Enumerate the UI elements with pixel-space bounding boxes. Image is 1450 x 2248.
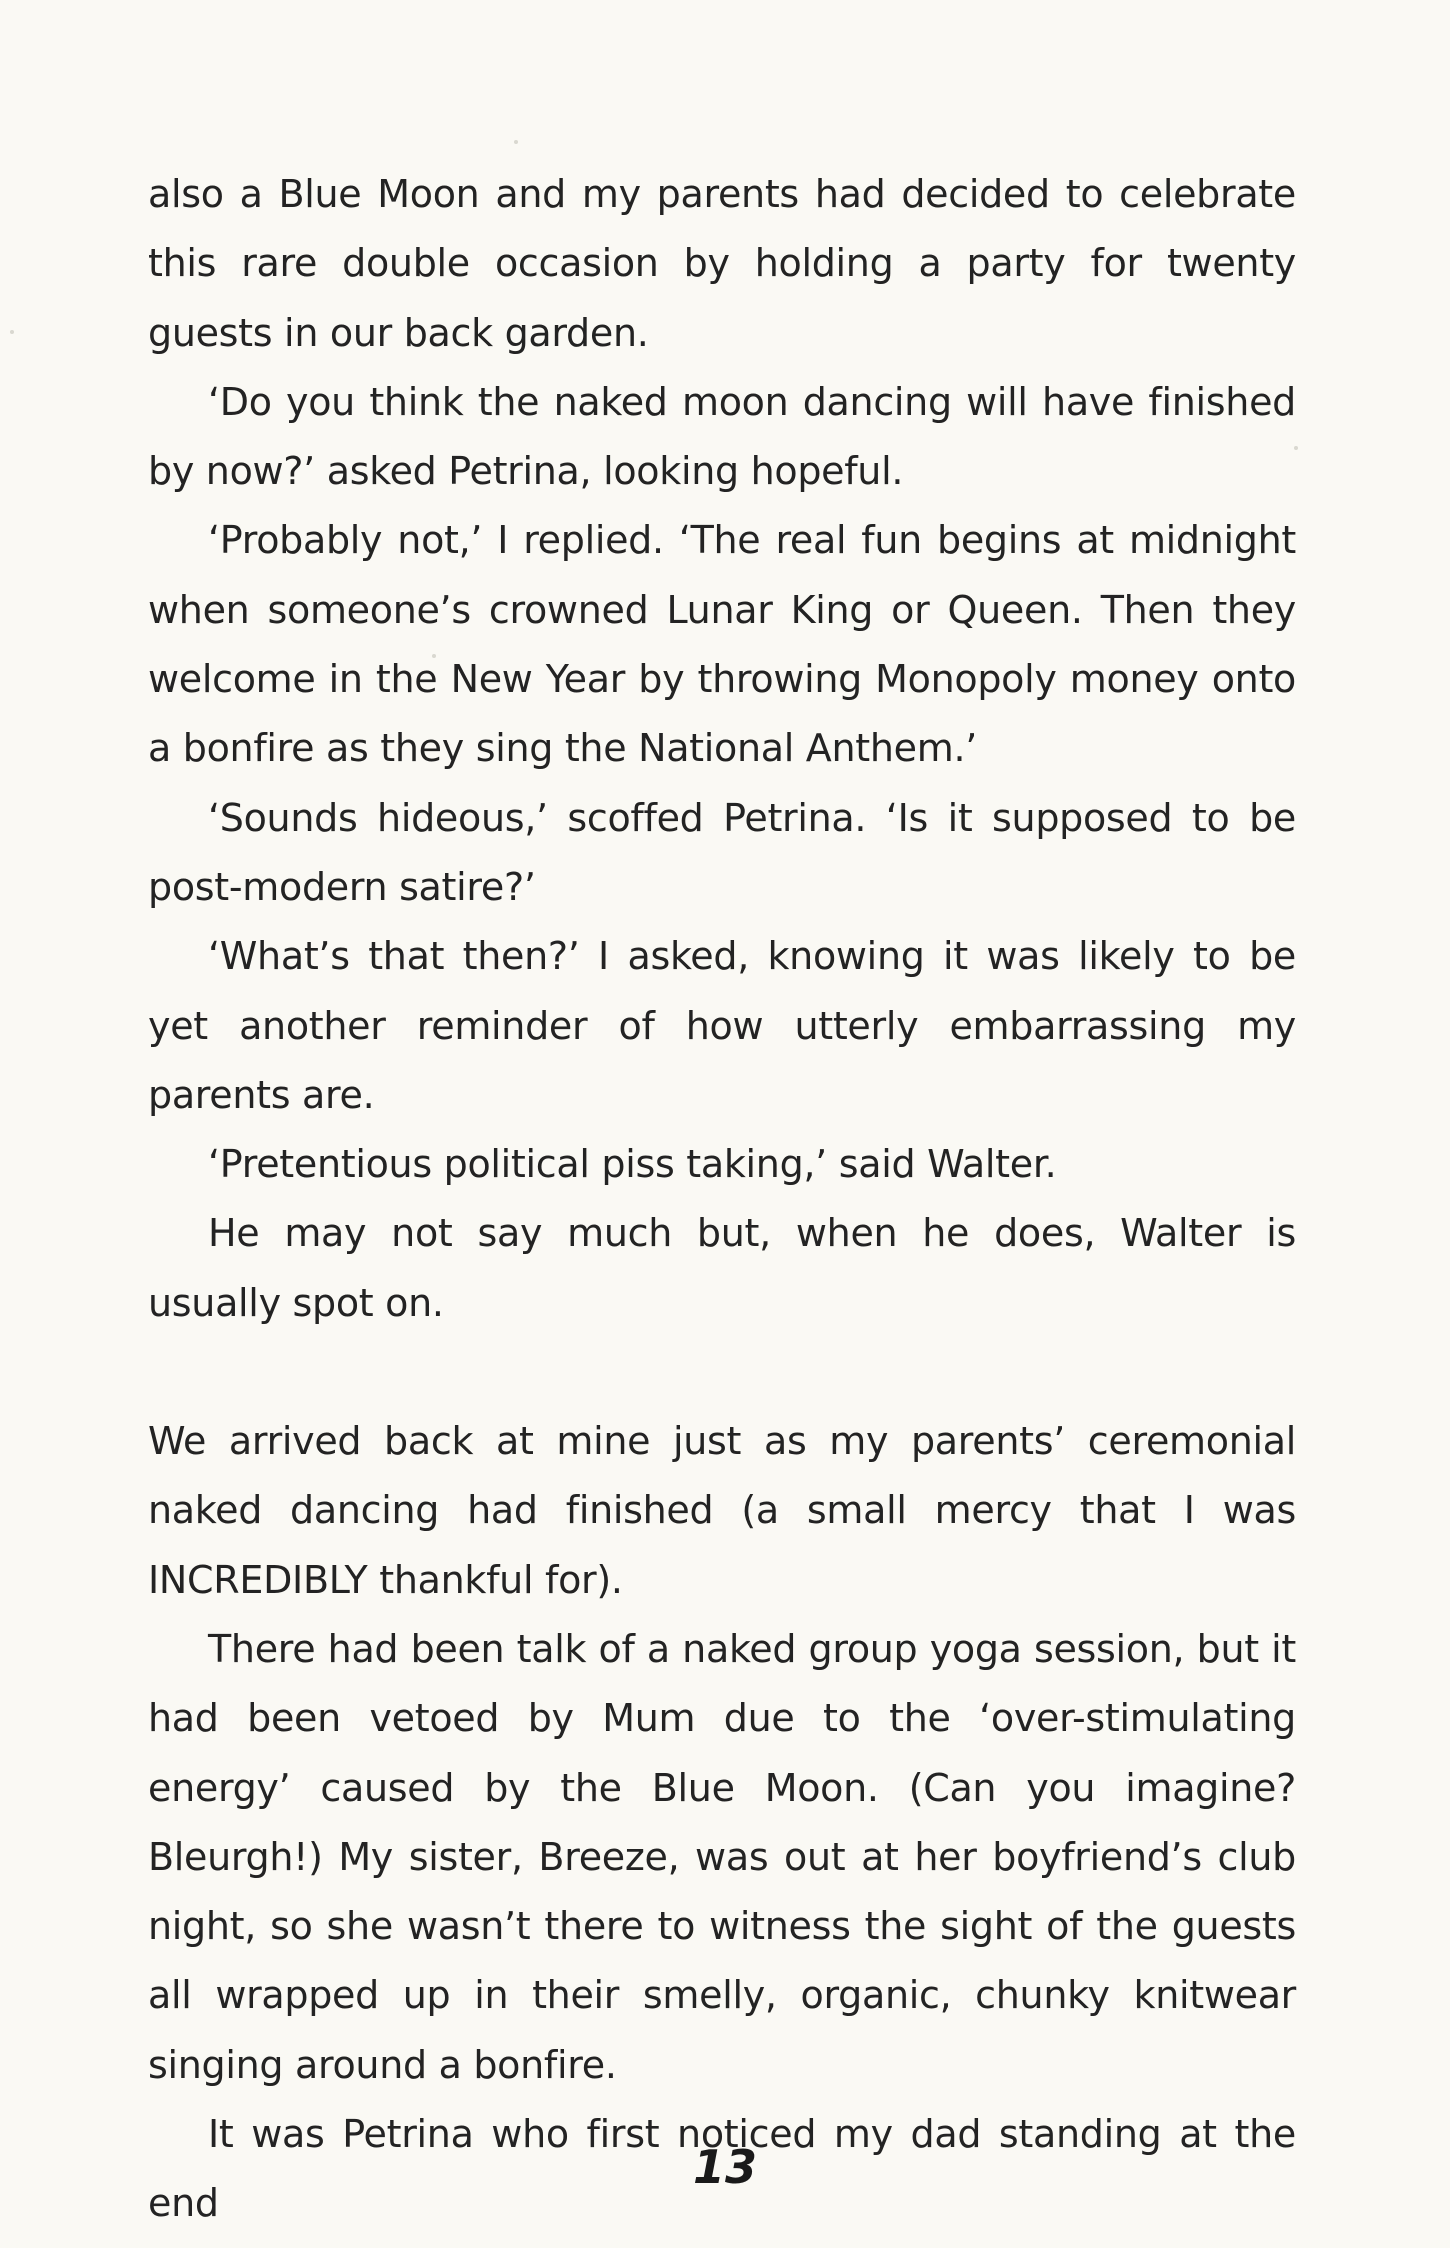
body-text [148,160,1296,2239]
page-number: 13 [692,2140,757,2194]
paragraph: He may not say much but, when he does, Walter is usually spot on. [148,1211,1296,1325]
paragraph: ‘Pretentious political piss taking,’ said Walter. [208,1142,1057,1187]
paper-speck [514,140,518,144]
paragraph: It was Petrina who first noticed my dad standing at the end [148,2112,1296,2226]
paper-speck [10,330,14,334]
paragraph: ‘What’s that then?’ I asked, knowing it was likely to be yet another reminder of how utterly embarrassing my parents are. [148,934,1296,1117]
paragraph: ‘Probably not,’ I replied. ‘The real fun begins at midnight when someone’s crowned Lunar King or Queen. Then they welcome in the New Year by throwing Monopoly money onto a bonfire as they sing the National Anthem.’ [148,518,1296,771]
paragraph: ‘Sounds hideous,’ scoffed Petrina. ‘Is it supposed to be post-modern satire?’ [148,795,1296,909]
paragraph: also a Blue Moon and my parents had decided to celebrate this rare double occasion by holding a party for twenty guests in our back garden. [148,172,1296,355]
paragraph: We arrived back at mine just as my parents’ ceremonial naked dancing had finished (a small mercy that I was INCREDIBLY thankful for). [148,1419,1296,1602]
section-break [148,1338,1296,1407]
paragraph: ‘Do you think the naked moon dancing will have finished by now?’ asked Petrina, looking hopeful. [148,379,1296,494]
paragraph: There had been talk of a naked group yoga session, but it had been vetoed by Mum due to the ‘over-stimulating energy’ caused by the Blue Moon. (Can you imagine? Bleurgh!) My sister, Breeze, was out at her boyfriend’s club night, so she wasn’t there to witness the sight of the guests all wrapped up in their smelly, organic, chunky knitwear singing around a bonfire. [148,1626,1296,2087]
